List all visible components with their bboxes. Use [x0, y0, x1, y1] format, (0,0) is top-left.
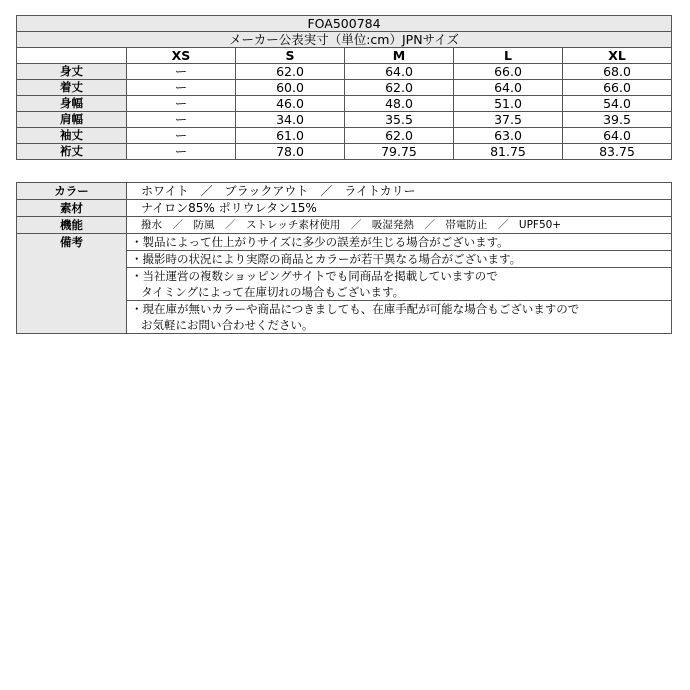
table-row	[17, 144, 672, 160]
function-label: 機能	[17, 217, 127, 234]
table-cell: 61.0	[236, 128, 345, 144]
table-cell: ー	[127, 96, 236, 112]
table-cell: 63.0	[454, 128, 563, 144]
table-cell: 83.75	[563, 144, 672, 160]
table-row	[17, 64, 672, 80]
table-cell: 64.0	[454, 80, 563, 96]
table-row	[17, 128, 672, 144]
table-cell: 62.0	[345, 128, 454, 144]
row-label: 袖丈	[17, 128, 127, 144]
table-cell: 34.0	[236, 112, 345, 128]
table-cell: 81.75	[454, 144, 563, 160]
table-cell: ー	[127, 112, 236, 128]
table-cell: 64.0	[563, 128, 672, 144]
spec-row-color	[17, 183, 672, 200]
table-cell: 37.5	[454, 112, 563, 128]
table-row	[17, 112, 672, 128]
row-label: 肩幅	[17, 112, 127, 128]
table-cell: 66.0	[563, 80, 672, 96]
table-cell: 48.0	[345, 96, 454, 112]
note-line: ・撮影時の状況により実際の商品とカラーが若干異なる場合がございます。	[131, 252, 522, 266]
table-row	[17, 80, 672, 96]
product-code: FOA500784	[17, 16, 672, 32]
size-header-s: S	[236, 48, 345, 64]
table-cell: 68.0	[563, 64, 672, 80]
table-cell: 51.0	[454, 96, 563, 112]
table-cell: ー	[127, 64, 236, 80]
notes-label: 備考	[17, 234, 127, 334]
table-cell: 78.0	[236, 144, 345, 160]
size-table	[16, 15, 672, 160]
color-value: ホワイト ／ ブラックアウト ／ ライトカリー	[127, 183, 672, 200]
size-header-xs: XS	[127, 48, 236, 64]
note-line: ・製品によって仕上がりサイズに多少の誤差が生じる場合がございます。	[131, 235, 509, 249]
size-header-row	[17, 48, 672, 64]
row-label: 裄丈	[17, 144, 127, 160]
table-cell: 60.0	[236, 80, 345, 96]
table-cell: 39.5	[563, 112, 672, 128]
table-cell: 66.0	[454, 64, 563, 80]
table-cell: ー	[127, 144, 236, 160]
row-label: 身幅	[17, 96, 127, 112]
material-label: 素材	[17, 200, 127, 217]
note-item	[127, 268, 672, 301]
size-header-xl: XL	[563, 48, 672, 64]
table-cell: ー	[127, 80, 236, 96]
table-cell: 46.0	[236, 96, 345, 112]
size-header-l: L	[454, 48, 563, 64]
note-line: タイミングによって在庫切れの場合もございます。	[141, 285, 405, 299]
table-cell: 54.0	[563, 96, 672, 112]
row-label: 着丈	[17, 80, 127, 96]
spec-row-function	[17, 217, 672, 234]
note-line: お気軽にお問い合わせください。	[141, 318, 314, 332]
table-cell: 64.0	[345, 64, 454, 80]
material-value: ナイロン85% ポリウレタン15%	[127, 200, 672, 217]
note-item	[127, 251, 672, 268]
note-item	[127, 234, 672, 251]
function-value: 撥水 ／ 防風 ／ ストレッチ素材使用 ／ 吸湿発熱 ／ 帯電防止 ／ UPF50+	[127, 217, 672, 234]
spec-row-material	[17, 200, 672, 217]
note-item	[127, 301, 672, 334]
size-table-subtitle: メーカー公表実寸（単位:cm）JPNサイズ	[17, 32, 672, 48]
table-row	[17, 96, 672, 112]
note-line: ・当社運営の複数ショッピングサイトでも同商品を掲載していますので	[131, 269, 498, 283]
note-line: ・現在庫が無いカラーや商品につきましても、在庫手配が可能な場合もございますので	[131, 302, 580, 316]
table-cell: 62.0	[236, 64, 345, 80]
table-cell: ー	[127, 128, 236, 144]
spec-table	[16, 182, 672, 334]
spec-row-notes-1	[17, 234, 672, 251]
table-cell: 35.5	[345, 112, 454, 128]
row-label: 身丈	[17, 64, 127, 80]
table-cell: 79.75	[345, 144, 454, 160]
table-cell: 62.0	[345, 80, 454, 96]
color-label: カラー	[17, 183, 127, 200]
size-header-empty	[17, 48, 127, 64]
size-header-m: M	[345, 48, 454, 64]
